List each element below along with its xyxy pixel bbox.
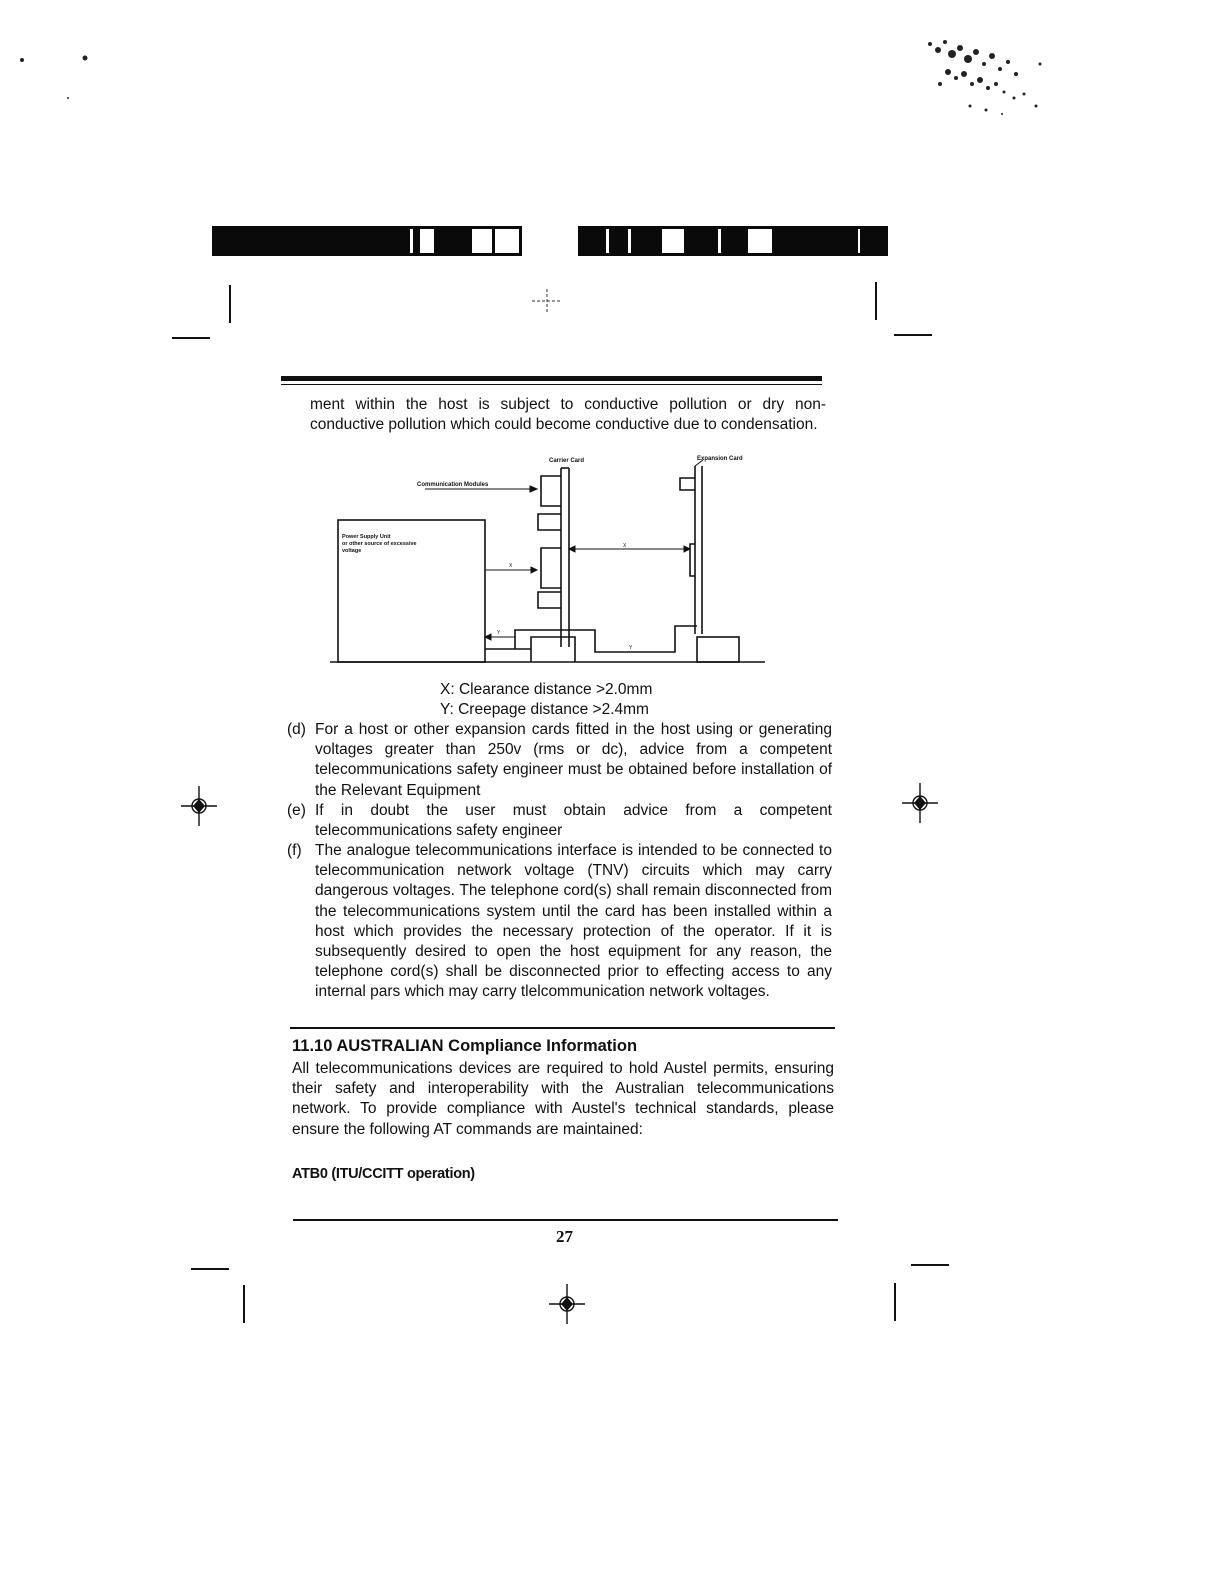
header-rule <box>281 376 822 381</box>
section-body: All telecommunications devices are required to hold Austel permits, ensuring their safety and interoperability with the Australian telecommunications network. To provide compliance with Austel's technical standards, please ensure the following AT commands are maintained: <box>292 1060 834 1138</box>
label-x-2: X <box>623 543 627 549</box>
crop-mark-top-left-h <box>172 337 210 339</box>
item-d-label: (d) <box>287 721 306 738</box>
crop-mark-bottom-right-h <box>911 1264 949 1266</box>
crop-mark-bottom-left-h <box>191 1268 229 1270</box>
scan-noise-top-left <box>10 50 110 110</box>
psu-label-1: Power Supply Unit <box>342 534 391 540</box>
label-y-1: Y <box>497 630 501 636</box>
registration-target-right <box>902 783 938 823</box>
crop-mark-bottom-left-v <box>243 1285 245 1323</box>
crop-mark-top-left-v <box>229 285 231 323</box>
section-rule <box>290 1027 835 1029</box>
registration-target-left <box>181 786 217 826</box>
item-f-text: The analogue telecommunications interface is intended to be connected to telecommunication network voltage (TNV) circuits which may carry dangerous voltages. The telephone cord(s) shall remain disconnected from the telecommunications system until the card has been installed within a host which provides the necessary protection of the operator. If it is subsequently desired to open the host equipment for any reason, the telephone cord(s) shall be disconnected prior to effecting access to any internal pars which may carry tlelcommunication network voltages. <box>315 842 832 1001</box>
psu-label-3: voltage <box>342 548 362 554</box>
clearance-diagram <box>325 452 770 667</box>
item-f-label: (f) <box>287 842 302 859</box>
item-e-label: (e) <box>287 802 306 819</box>
item-e <box>287 801 832 841</box>
header-rule-thin <box>281 384 822 385</box>
footer-rule <box>293 1219 838 1221</box>
item-d <box>287 720 832 801</box>
page-number: 27 <box>556 1227 573 1246</box>
label-y-2: Y <box>629 645 633 651</box>
item-d-text: For a host or other expansion cards fitted in the host using or generating voltages greater than 250v (rms or dc), advice from a competent telecommunications safety engineer must be obtained before installation of the Relevant Equipment <box>315 721 832 799</box>
label-x-1: X <box>509 563 513 569</box>
caption-creepage: Y: Creepage distance >2.4mm <box>440 701 649 718</box>
label-comm-modules: Communication Modules <box>417 482 489 488</box>
label-expansion-card: Expansion Card <box>697 456 743 462</box>
item-e-text: If in doubt the user must obtain advice from a competent telecommunications safety engineer <box>315 802 832 840</box>
label-carrier-card: Carrier Card <box>549 458 585 464</box>
crop-mark-top-right-v <box>875 282 877 320</box>
psu-label-2: or other source of excessive <box>342 541 417 547</box>
scan-noise-top-right <box>890 14 1060 134</box>
registration-crosshair-top <box>530 288 564 314</box>
intro-paragraph: ment within the host is subject to conductive pollution or dry non-conductive pollution which could become conductive due to condensation. <box>310 396 826 434</box>
crop-mark-top-right-h <box>894 334 932 336</box>
crop-mark-bottom-right-v <box>894 1283 896 1321</box>
section-heading: 11.10 AUSTRALIAN Compliance Information <box>292 1037 638 1055</box>
at-command: ATB0 (ITU/CCITT operation) <box>292 1166 475 1182</box>
item-f <box>287 841 832 1003</box>
caption-clearance: X: Clearance distance >2.0mm <box>440 681 653 698</box>
registration-target-bottom <box>549 1284 585 1324</box>
